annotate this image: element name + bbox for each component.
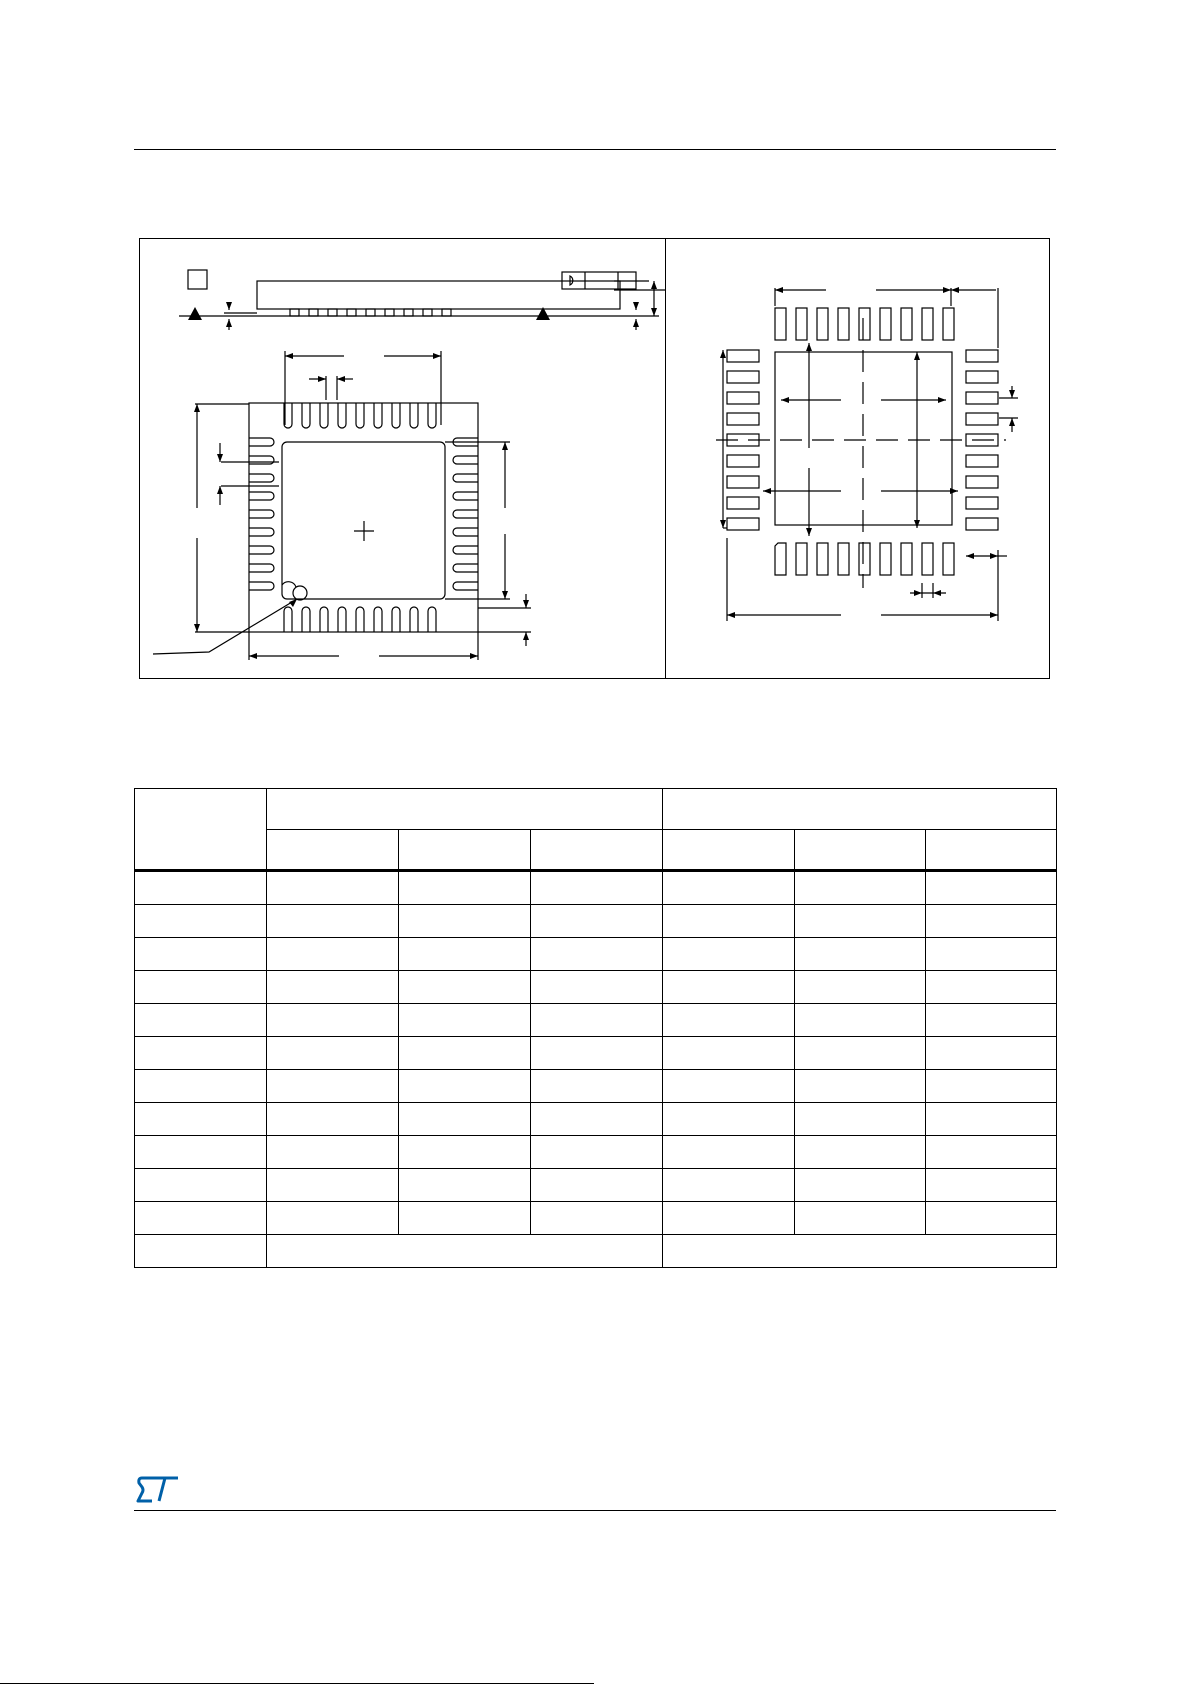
table-cell	[399, 938, 531, 971]
table-cell	[135, 1136, 267, 1169]
header-group-cell	[267, 789, 663, 830]
table-cell	[663, 1070, 795, 1103]
table-cell	[663, 1202, 795, 1235]
table-cell	[663, 938, 795, 971]
table-cell	[399, 1136, 531, 1169]
side-view-body	[257, 281, 620, 309]
table-cell	[926, 1169, 1057, 1202]
table-subheader-row	[135, 830, 1057, 871]
table-cell	[663, 1136, 795, 1169]
table-cell	[135, 1037, 267, 1070]
table-cell	[531, 1202, 663, 1235]
table-cell	[399, 905, 531, 938]
table-cell	[926, 971, 1057, 1004]
table-row	[135, 905, 1057, 938]
table-cell	[531, 1070, 663, 1103]
table-row	[135, 1202, 1057, 1235]
table-cell	[926, 1037, 1057, 1070]
bottom-view-right-pins	[453, 438, 478, 590]
table-header-row	[135, 789, 1057, 830]
table-cell	[135, 871, 267, 905]
table-cell	[795, 871, 926, 905]
table-cell	[531, 971, 663, 1004]
table-cell	[267, 938, 399, 971]
table-cell	[795, 1169, 926, 1202]
table-cell	[926, 905, 1057, 938]
table-cell	[795, 1202, 926, 1235]
table-cell	[531, 1037, 663, 1070]
table-cell	[663, 871, 795, 905]
table-cell	[926, 1103, 1057, 1136]
table-cell	[926, 1136, 1057, 1169]
table-cell	[267, 871, 399, 905]
table-row	[135, 938, 1057, 971]
subheader-cell	[267, 830, 399, 871]
bottom-view-top-pins	[284, 403, 436, 428]
table-row	[135, 1169, 1057, 1202]
table-cell	[531, 905, 663, 938]
table-cell	[399, 1004, 531, 1037]
subheader-cell	[531, 830, 663, 871]
datum-box	[188, 270, 207, 289]
table-row	[135, 1136, 1057, 1169]
table-cell	[531, 938, 663, 971]
table-cell	[399, 971, 531, 1004]
table-cell	[135, 938, 267, 971]
table-cell	[926, 938, 1057, 971]
table-row	[135, 871, 1057, 905]
table-cell	[135, 1202, 267, 1235]
table-cell	[399, 871, 531, 905]
subheader-cell	[926, 830, 1057, 871]
table-cell	[926, 1004, 1057, 1037]
footprint-drawing	[666, 238, 1050, 679]
table-cell	[531, 1103, 663, 1136]
header-group-cell	[663, 789, 1057, 830]
table-cell	[267, 971, 399, 1004]
exposed-pad	[282, 442, 445, 599]
table-cell	[663, 1235, 1057, 1268]
subheader-cell	[663, 830, 795, 871]
table-cell	[399, 1070, 531, 1103]
table-row	[135, 1103, 1057, 1136]
table-cell	[267, 905, 399, 938]
table-cell	[795, 1037, 926, 1070]
footer-rule	[134, 1510, 1056, 1511]
table-cell	[399, 1202, 531, 1235]
table-cell	[135, 1004, 267, 1037]
subheader-cell	[399, 830, 531, 871]
table-cell	[795, 905, 926, 938]
table-cell	[795, 1004, 926, 1037]
table-cell	[267, 1004, 399, 1037]
pin1-marker	[293, 586, 307, 600]
table-cell	[267, 1136, 399, 1169]
table-row	[135, 971, 1057, 1004]
table-cell	[267, 1202, 399, 1235]
table-cell	[663, 1169, 795, 1202]
footprint-bottom-pads	[775, 543, 954, 575]
table-cell	[795, 938, 926, 971]
header-symbol-cell	[135, 789, 267, 871]
table-cell	[135, 1235, 267, 1268]
table-cell	[531, 1004, 663, 1037]
table-cell	[795, 971, 926, 1004]
table-cell	[663, 905, 795, 938]
table-cell	[267, 1169, 399, 1202]
table-cell	[135, 971, 267, 1004]
table-cell	[663, 1103, 795, 1136]
table-cell	[531, 1136, 663, 1169]
table-row	[135, 1037, 1057, 1070]
table-row-merged	[135, 1235, 1057, 1268]
table-cell	[663, 971, 795, 1004]
table-cell	[267, 1103, 399, 1136]
footprint-top-pads	[775, 308, 954, 340]
table-cell	[926, 871, 1057, 905]
table-cell	[135, 905, 267, 938]
bottom-view-bottom-pins	[284, 607, 436, 632]
bottom-edge-rule	[0, 1683, 594, 1684]
table-cell	[267, 1235, 663, 1268]
table-cell	[267, 1070, 399, 1103]
subheader-cell	[795, 830, 926, 871]
header-rule	[134, 149, 1056, 150]
side-view-pins	[290, 309, 451, 316]
table-cell	[135, 1070, 267, 1103]
table-cell	[399, 1169, 531, 1202]
st-logo-icon	[134, 1475, 182, 1505]
table-cell	[135, 1169, 267, 1202]
table-cell	[795, 1136, 926, 1169]
table-cell	[663, 1037, 795, 1070]
package-dimensions-table	[134, 788, 1057, 1268]
table-cell	[795, 1070, 926, 1103]
table-row	[135, 1070, 1057, 1103]
datum-triangle-left	[188, 307, 202, 320]
table-cell	[531, 871, 663, 905]
table-cell	[135, 1103, 267, 1136]
table-row	[135, 1004, 1057, 1037]
bottom-view-left-pins	[249, 438, 274, 590]
table-cell	[926, 1070, 1057, 1103]
table-cell	[926, 1202, 1057, 1235]
package-outline-drawing	[139, 238, 665, 679]
table-cell	[795, 1103, 926, 1136]
table-cell	[267, 1037, 399, 1070]
table-cell	[663, 1004, 795, 1037]
table-cell	[531, 1169, 663, 1202]
table-cell	[399, 1037, 531, 1070]
table-cell	[399, 1103, 531, 1136]
